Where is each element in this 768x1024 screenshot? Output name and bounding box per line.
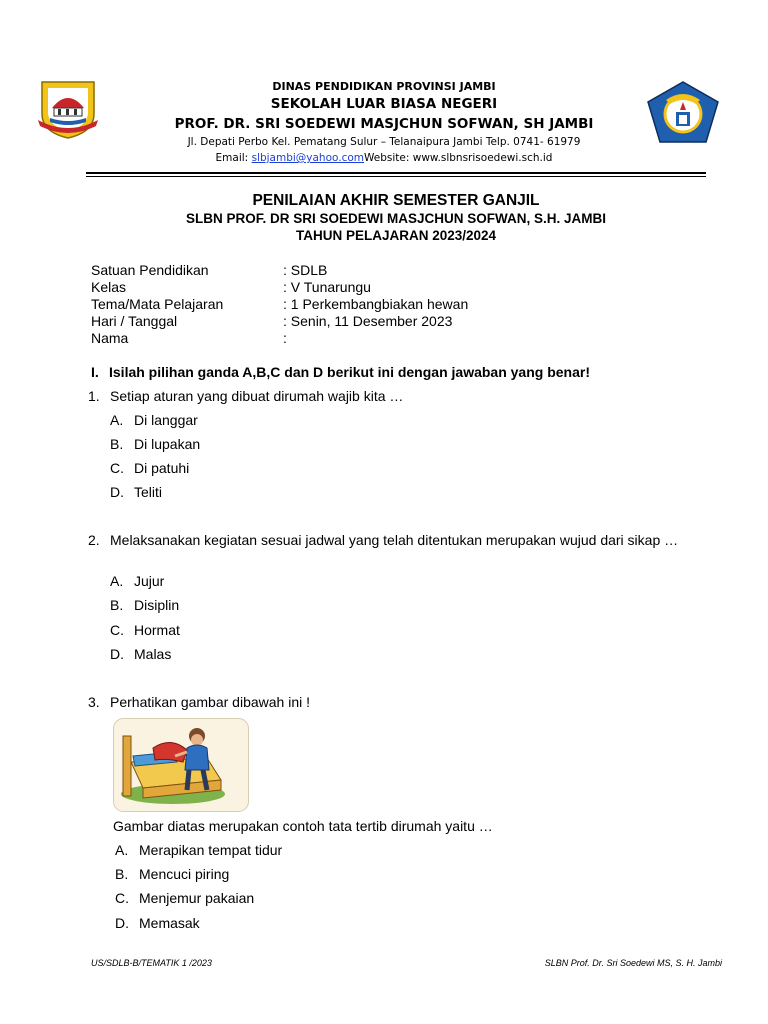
identity-row (91, 330, 691, 347)
identity-label: Hari / Tanggal (91, 313, 178, 329)
option (110, 436, 200, 453)
identity-row (91, 279, 691, 296)
option-letter: D. (110, 484, 124, 500)
question-number: 2. (88, 532, 100, 548)
section-number: I. (91, 364, 99, 380)
question-text: Perhatikan gambar dibawah ini ! (110, 694, 311, 710)
agency-name: DINAS PENDIDIKAN PROVINSI JAMBI (272, 80, 496, 93)
option (115, 842, 282, 859)
tut-wuri-handayani-icon (646, 80, 720, 144)
school-type: SEKOLAH LUAR BIASA NEGERI (270, 96, 498, 112)
letterhead-rule-thin (86, 176, 706, 177)
contact-line (110, 150, 658, 166)
option-letter: D. (110, 646, 124, 662)
option-letter: A. (115, 842, 129, 858)
option-text: Disiplin (134, 597, 180, 613)
school-name: PROF. DR. SRI SOEDEWI MASJCHUN SOFWAN, SH JAMBI (174, 116, 594, 132)
letterhead (110, 80, 658, 166)
question-number: 3. (88, 694, 100, 710)
child-making-bed-illustration (113, 718, 249, 812)
question-text: Melaksanakan kegiatan sesuai jadwal yang telah ditentukan merupakan wujud dari sikap … (110, 532, 679, 548)
option (110, 573, 164, 590)
option-text: Menjemur pakaian (139, 890, 255, 906)
option (110, 460, 189, 477)
identity-label: Satuan Pendidikan (91, 262, 209, 278)
exam-title-main: PENILAIAN AKHIR SEMESTER GANJIL (252, 192, 540, 209)
identity-label: Tema/Mata Pelajaran (91, 296, 224, 312)
school-address: Jl. Depati Perbo Kel. Pematang Sulur – Telanaipura Jambi Telp. 0741- 61979 (187, 136, 581, 148)
identity-row (91, 313, 691, 330)
identity-row (91, 296, 691, 313)
option (110, 646, 171, 663)
identity-value: : SDLB (283, 262, 328, 278)
option-letter: A. (110, 412, 124, 428)
option-letter: B. (110, 436, 124, 452)
option-text: Malas (134, 646, 172, 662)
footer-right: SLBN Prof. Dr. Sri Soedewi MS, S. H. Jambi (544, 958, 722, 968)
website-text: Website: www.slbnsrisoedewi.sch.id (364, 152, 553, 164)
identity-value: : Senin, 11 Desember 2023 (283, 313, 453, 329)
option-letter: D. (115, 915, 129, 931)
option-letter: A. (110, 573, 124, 589)
identity-label: Kelas (91, 279, 127, 295)
exam-title-year: TAHUN PELAJARAN 2023/2024 (295, 228, 497, 243)
option-text: Di patuhi (134, 460, 190, 476)
option (110, 622, 180, 639)
option-text: Mencuci piring (139, 866, 230, 882)
question-3 (88, 694, 706, 711)
identity-value: : V Tunarungu (283, 279, 371, 295)
section-instruction: Isilah pilihan ganda A,B,C dan D berikut ini dengan jawaban yang benar! (109, 364, 590, 380)
option (110, 484, 162, 501)
option-letter: B. (115, 866, 129, 882)
option-text: Di lupakan (134, 436, 201, 452)
exam-title (86, 191, 706, 244)
option-letter: C. (110, 622, 124, 638)
option (115, 866, 229, 883)
exam-title-school: SLBN PROF. DR SRI SOEDEWI MASJCHUN SOFWAN, S.H. JAMBI (185, 211, 607, 226)
option (110, 412, 198, 429)
question-followup-text: Gambar diatas merupakan contoh tata tertib dirumah yaitu … (113, 818, 493, 834)
identity-table (91, 262, 691, 347)
jambi-emblem-icon (36, 78, 100, 140)
question-number: 1. (88, 388, 100, 404)
option (115, 890, 254, 907)
option-letter: C. (115, 890, 129, 906)
email-link[interactable]: slbjambi@yahoo.com (251, 152, 365, 164)
question-2 (88, 532, 706, 566)
identity-row (91, 262, 691, 279)
option-letter: B. (110, 597, 124, 613)
option-text: Teliti (134, 484, 163, 500)
option-letter: C. (110, 460, 124, 476)
identity-value: : 1 Perkembangbiakan hewan (283, 296, 469, 312)
option (115, 915, 200, 932)
email-label: Email: (215, 152, 252, 164)
footer-left: US/SDLB-B/TEMATIK 1 /2023 (91, 958, 212, 968)
option-text: Di langgar (134, 412, 198, 428)
identity-label: Nama (91, 330, 129, 346)
question-1 (88, 388, 706, 405)
option (110, 597, 179, 614)
question-text: Setiap aturan yang dibuat dirumah wajib kita … (110, 388, 404, 404)
section-heading (91, 364, 590, 380)
option-text: Jujur (134, 573, 165, 589)
identity-value: : (283, 330, 287, 346)
option-text: Merapikan tempat tidur (139, 842, 283, 858)
option-text: Hormat (134, 622, 180, 638)
option-text: Memasak (139, 915, 200, 931)
letterhead-rule-thick (86, 172, 706, 174)
